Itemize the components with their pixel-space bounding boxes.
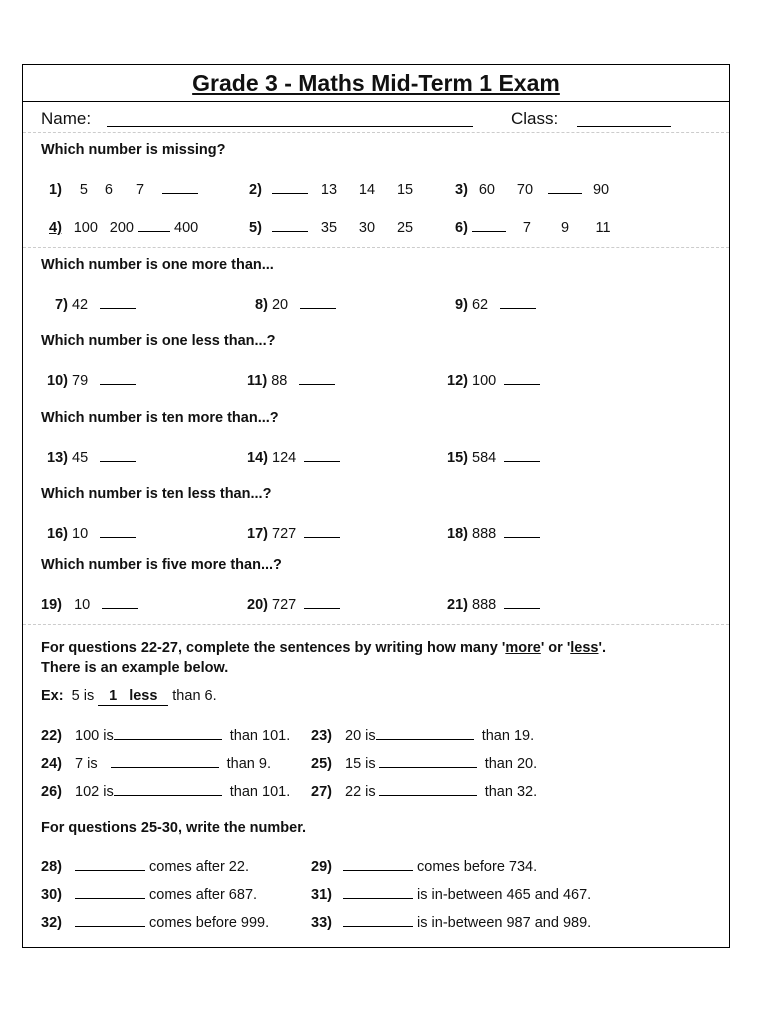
answer-blank[interactable] — [343, 856, 413, 871]
section-heading: Which number is five more than...? — [41, 557, 282, 573]
section-heading: Which number is ten less than...? — [41, 486, 272, 502]
question-9: 9) 62 — [455, 294, 536, 314]
answer-blank[interactable] — [75, 912, 145, 927]
question-11: 11) 88 — [247, 370, 335, 390]
section-heading: For questions 25-30, write the number. — [41, 820, 307, 836]
answer-blank[interactable] — [300, 294, 336, 309]
answer-blank[interactable] — [138, 217, 170, 232]
section-heading: Which number is ten more than...? — [41, 410, 279, 426]
question-25: 25) 15 is than 20. — [311, 753, 537, 773]
question-17: 17) 727 — [247, 523, 340, 543]
question-20: 20) 727 — [247, 594, 340, 614]
question-15: 15) 584 — [447, 447, 540, 467]
question-12: 12) 100 — [447, 370, 540, 390]
section-heading: Which number is one more than... — [41, 257, 274, 273]
answer-blank[interactable] — [504, 523, 540, 538]
question-18: 18) 888 — [447, 523, 540, 543]
answer-blank[interactable] — [304, 594, 340, 609]
class-label: Class: — [511, 109, 559, 128]
answer-blank[interactable] — [304, 523, 340, 538]
answer-blank[interactable] — [100, 447, 136, 462]
answer-blank[interactable] — [504, 594, 540, 609]
name-label: Name: — [41, 109, 92, 128]
answer-blank[interactable] — [75, 884, 145, 899]
name-field[interactable] — [107, 126, 473, 127]
answer-blank[interactable] — [548, 179, 582, 194]
question-14: 14) 124 — [247, 447, 340, 467]
answer-blank[interactable] — [111, 753, 219, 768]
question-10: 10) 79 — [47, 370, 136, 390]
question-27: 27) 22 is than 32. — [311, 781, 537, 801]
answer-blank[interactable] — [504, 370, 540, 385]
question-16: 16) 10 — [47, 523, 136, 543]
compare-instructions-line2: There is an example below. — [41, 660, 229, 676]
question-2: 2) 13 14 15 — [249, 179, 422, 199]
exam-title: Grade 3 - Maths Mid-Term 1 Exam — [23, 65, 729, 102]
answer-blank[interactable] — [162, 179, 198, 194]
question-22: 22) 100 is than 101. — [41, 725, 290, 745]
section-heading: Which number is one less than...? — [41, 333, 276, 349]
answer-blank[interactable] — [100, 523, 136, 538]
answer-blank[interactable] — [272, 179, 308, 194]
question-19: 19) 10 — [41, 594, 138, 614]
divider — [23, 132, 729, 133]
section-heading: Which number is missing? — [41, 142, 226, 158]
answer-blank[interactable] — [114, 725, 222, 740]
question-29: 29) comes before 734. — [311, 856, 537, 876]
answer-blank[interactable] — [504, 447, 540, 462]
answer-blank[interactable] — [343, 912, 413, 927]
answer-blank[interactable] — [102, 594, 138, 609]
answer-blank[interactable] — [299, 370, 335, 385]
answer-blank[interactable] — [75, 856, 145, 871]
exam-sheet — [22, 64, 730, 948]
question-13: 13) 45 — [47, 447, 136, 467]
answer-blank[interactable] — [272, 217, 308, 232]
class-field[interactable] — [577, 126, 671, 127]
question-32: 32) comes before 999. — [41, 912, 269, 932]
question-1: 1) 5 6 7 — [49, 179, 198, 199]
answer-blank[interactable] — [472, 217, 506, 232]
question-21: 21) 888 — [447, 594, 540, 614]
question-7: 7) 42 — [55, 294, 136, 314]
question-3: 3) 60 70 90 — [455, 179, 616, 199]
answer-blank[interactable] — [100, 294, 136, 309]
answer-blank[interactable] — [343, 884, 413, 899]
question-24: 24) 7 is than 9. — [41, 753, 271, 773]
answer-blank[interactable] — [114, 781, 222, 796]
question-8: 8) 20 — [255, 294, 336, 314]
answer-blank[interactable] — [376, 725, 474, 740]
compare-instructions: For questions 22-27, complete the sentences by writing how many 'more' or 'less'. — [41, 640, 606, 656]
example-answer: 1 less — [98, 687, 168, 706]
question-31: 31) is in-between 465 and 467. — [311, 884, 591, 904]
divider — [23, 247, 729, 248]
question-23: 23) 20 is than 19. — [311, 725, 534, 745]
answer-blank[interactable] — [379, 781, 477, 796]
example-row: Ex: 5 is 1 less than 6. — [41, 688, 217, 704]
question-6: 6) 7 9 11 — [455, 217, 620, 237]
question-26: 26) 102 is than 101. — [41, 781, 290, 801]
divider — [23, 624, 729, 625]
question-5: 5) 35 30 25 — [249, 217, 422, 237]
question-30: 30) comes after 687. — [41, 884, 257, 904]
answer-blank[interactable] — [500, 294, 536, 309]
answer-blank[interactable] — [304, 447, 340, 462]
answer-blank[interactable] — [379, 753, 477, 768]
answer-blank[interactable] — [100, 370, 136, 385]
question-4: 4) 100 200 400 — [49, 217, 198, 237]
question-28: 28) comes after 22. — [41, 856, 249, 876]
question-33: 33) is in-between 987 and 989. — [311, 912, 591, 932]
